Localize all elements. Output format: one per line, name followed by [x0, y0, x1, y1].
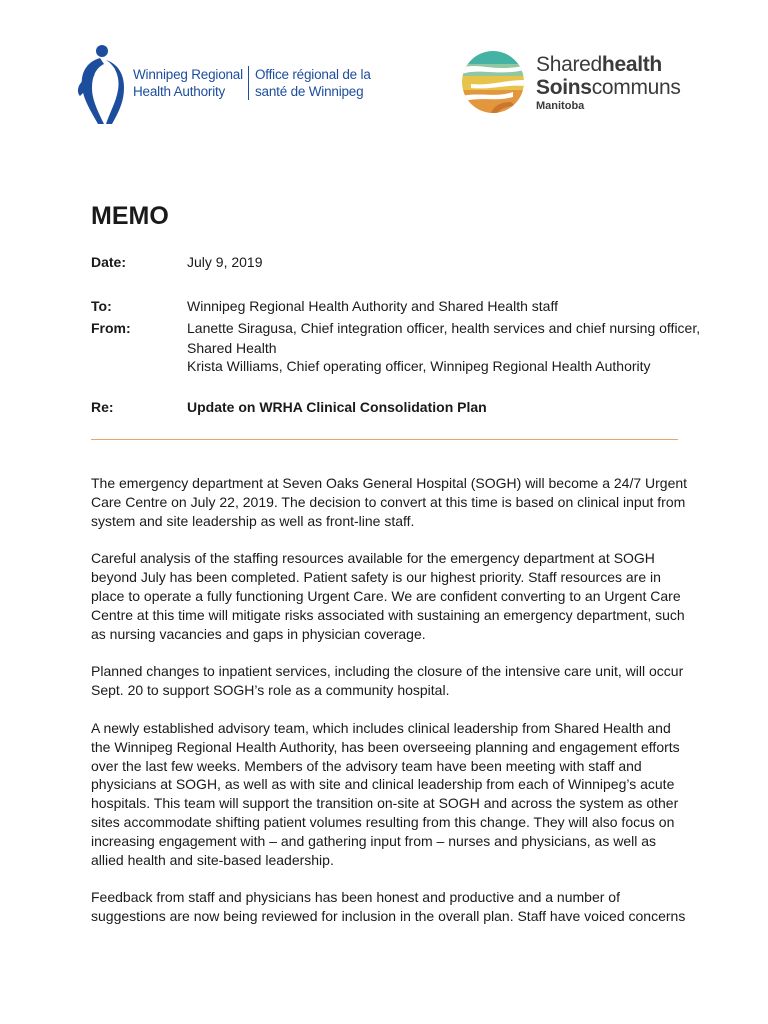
- shared-word: Shared: [536, 53, 602, 76]
- health-word: health: [601, 53, 662, 76]
- re-label: Re:: [91, 399, 114, 415]
- wrha-english-name: [133, 66, 243, 100]
- from-value-2: Krista Williams, Chief operating officer, Winnipeg Regional Health Authority: [187, 358, 651, 374]
- soins-word: Soins: [536, 76, 592, 99]
- body-paragraph-5: Feedback from staff and physicians has been honest and productive and a number of suggestions are now being reviewed for inclusion in the overall plan. Staff have voiced concerns: [91, 889, 686, 925]
- wrha-en-line1: Winnipeg Regional: [133, 67, 243, 82]
- body-paragraph-2: Careful analysis of the staffing resources available for the emergency department at SOGH beyond July has been completed. Patient safety is our highest priority. Staff resources are in place to operate a fully functioning Urgent Care. We are confident converting to an Urgent Care Centre at this time will mitigate risks associated with sustaining an emergency department, such as nursing vacancies and gaps in physician coverage.: [91, 550, 685, 642]
- shared-health-logo: [461, 50, 711, 120]
- manitoba-label: Manitoba: [536, 100, 585, 112]
- communs-word: communs: [591, 76, 681, 99]
- body-paragraph-3: Planned changes to inpatient services, including the closure of the intensive care unit, will occur Sept. 20 to support SOGH’s role as a community hospital.: [91, 663, 684, 699]
- shared-health-wordmark: [536, 53, 681, 113]
- from-label: From:: [91, 320, 131, 336]
- shared-health-line: [536, 53, 681, 76]
- wrha-french-name: [248, 66, 371, 100]
- memo-body: [91, 474, 691, 945]
- wrha-fr-line1: Office régional de la: [255, 67, 371, 82]
- soins-communs-line: [536, 76, 681, 99]
- to-label: To:: [91, 298, 112, 314]
- memo-title: MEMO: [91, 202, 169, 230]
- body-paragraph-1: The emergency department at Seven Oaks General Hospital (SOGH) will become a 24/7 Urgent Care Centre on July 22, 2019. The decision to convert at this time is based on clinical input from system and site leadership as well as front-line staff.: [91, 475, 688, 529]
- re-value: Update on WRHA Clinical Consolidation Plan: [187, 399, 487, 415]
- header-divider: [91, 439, 678, 440]
- wrha-en-line2: Health Authority: [133, 84, 226, 99]
- wrha-fr-line2: santé de Winnipeg: [255, 84, 364, 99]
- wrha-logo: [76, 44, 376, 126]
- shared-health-mark-icon: [461, 50, 525, 114]
- date-value: July 9, 2019: [187, 254, 263, 270]
- to-value: Winnipeg Regional Health Authority and Shared Health staff: [187, 298, 558, 314]
- wrha-figure-icon: [76, 44, 124, 126]
- from-value-1: Lanette Siragusa, Chief integration officer, health services and chief nursing officer, Shared Health: [187, 320, 701, 356]
- date-label: Date:: [91, 254, 127, 270]
- body-paragraph-4: A newly established advisory team, which includes clinical leadership from Shared Health and the Winnipeg Regional Health Authority, has been overseeing planning and engagement efforts over the last few weeks. Members of the advisory team have been meeting with staff and physicians at SOGH, as well as with site and clinical leadership from each of Winnipeg’s acute hospitals. This team will support the transition on-site at SOGH and across the system as other sites accommodate shifting patient volumes resulting from this change. They will also focus on increasing engagement with – and gathering input from – nurses and physicians, as well as allied health and site-based leadership.: [91, 719, 680, 868]
